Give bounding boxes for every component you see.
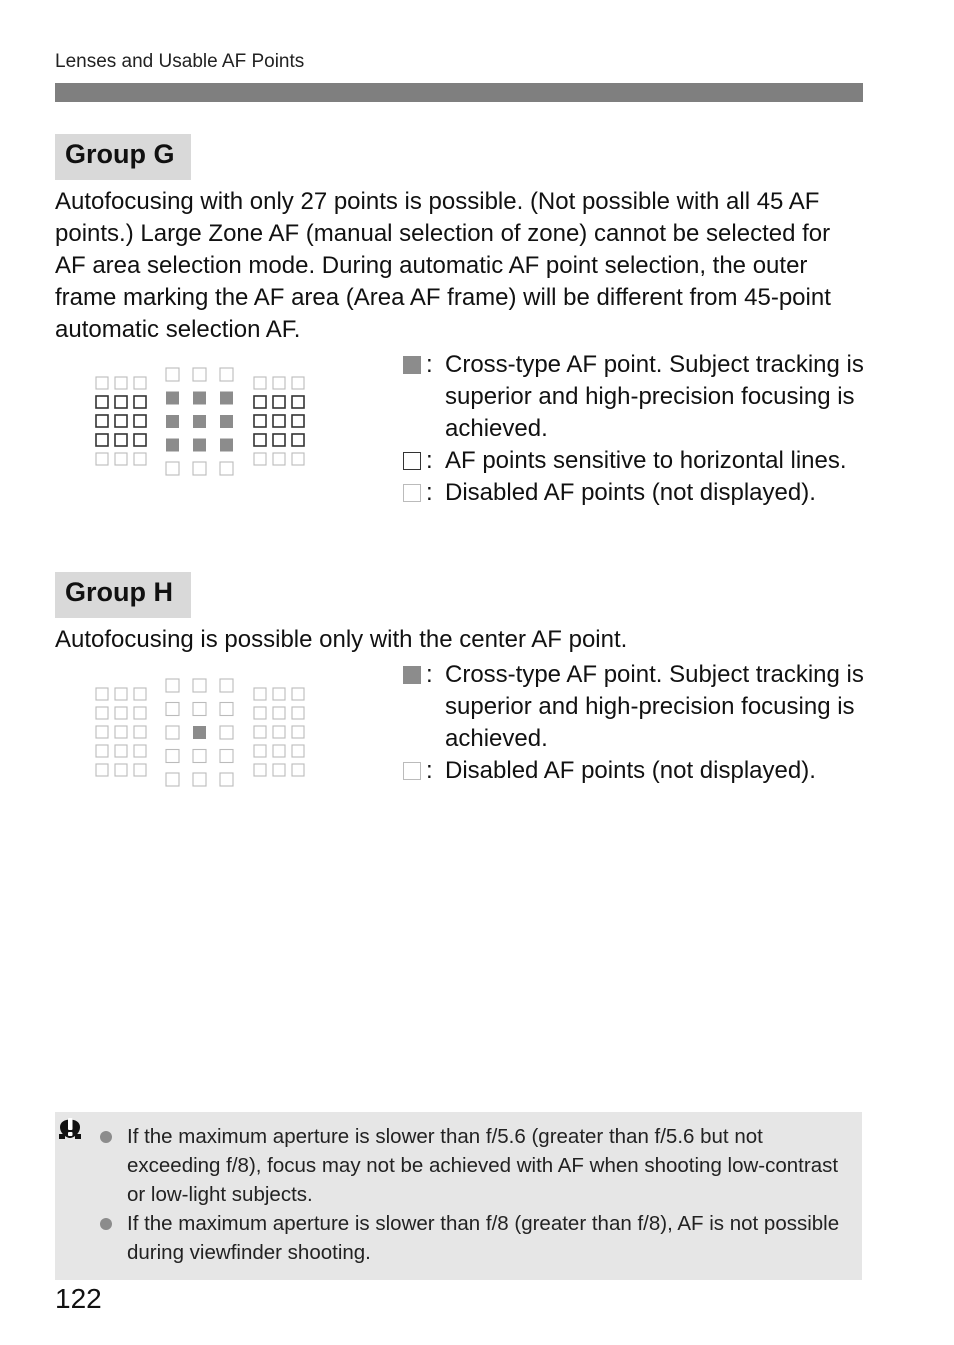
bullet-dot-icon <box>100 1131 112 1143</box>
af-point-disabled <box>273 726 285 738</box>
disabled-point-icon <box>403 762 421 780</box>
af-point-horizontal <box>254 396 266 408</box>
af-point-disabled <box>134 745 146 757</box>
af-point-disabled <box>166 726 179 739</box>
af-point-horizontal <box>292 415 304 427</box>
caution-icon <box>55 1112 85 1142</box>
running-head: Lenses and Usable AF Points <box>55 51 305 72</box>
af-point-disabled <box>273 688 285 700</box>
legend-text: AF points sensitive to horizontal lines. <box>445 447 847 474</box>
af-point-disabled <box>254 745 266 757</box>
af-point-disabled <box>134 764 146 776</box>
header-bar <box>55 83 863 102</box>
legend-item-disabled: : Disabled AF points (not displayed). <box>403 755 873 787</box>
af-point-disabled <box>220 368 233 381</box>
af-point-horizontal <box>273 396 285 408</box>
af-point-horizontal <box>273 415 285 427</box>
af-point-horizontal <box>254 434 266 446</box>
af-point-disabled <box>134 726 146 738</box>
horizontal-point-icon <box>403 452 421 470</box>
af-point-disabled <box>220 773 233 786</box>
cross-type-point-icon <box>403 356 421 374</box>
group-h-legend <box>403 659 873 787</box>
af-point-disabled <box>292 453 304 465</box>
af-point-disabled <box>273 707 285 719</box>
af-point-horizontal <box>134 396 146 408</box>
af-point-disabled <box>220 750 233 763</box>
af-point-cross-type <box>193 726 206 739</box>
af-point-horizontal <box>115 434 127 446</box>
af-point-diagram-group-g <box>90 362 315 482</box>
af-point-cross-type <box>193 415 206 428</box>
af-point-disabled <box>273 453 285 465</box>
af-point-disabled <box>292 745 304 757</box>
af-point-disabled <box>193 679 206 692</box>
group-h-label: Group H <box>55 572 191 618</box>
af-point-disabled <box>115 453 127 465</box>
af-point-disabled <box>292 377 304 389</box>
caution-bullet: If the maximum aperture is slower than f/8 (greater than f/8), AF is not possible during viewfinder shooting. <box>100 1209 840 1267</box>
af-point-horizontal <box>115 396 127 408</box>
af-point-horizontal <box>96 415 108 427</box>
af-point-horizontal <box>96 434 108 446</box>
legend-item-horizontal: : AF points sensitive to horizontal lines. <box>403 445 873 477</box>
af-point-cross-type <box>166 392 179 405</box>
af-point-horizontal <box>273 434 285 446</box>
af-point-disabled <box>166 462 179 475</box>
af-point-disabled <box>254 764 266 776</box>
legend-text: Disabled AF points (not displayed). <box>445 757 816 784</box>
af-point-disabled <box>193 703 206 716</box>
af-point-disabled <box>134 707 146 719</box>
af-point-cross-type <box>193 392 206 405</box>
af-point-horizontal <box>96 396 108 408</box>
legend-item-cross-type: : Cross-type AF point. Subject tracking is superior and high-precision focusing is achieved. <box>403 659 873 755</box>
af-point-disabled <box>115 726 127 738</box>
cross-type-point-icon <box>403 666 421 684</box>
af-point-horizontal <box>115 415 127 427</box>
af-point-disabled <box>96 453 108 465</box>
af-point-disabled <box>96 377 108 389</box>
af-point-cross-type <box>193 439 206 452</box>
group-g-legend <box>403 349 873 509</box>
af-point-disabled <box>96 764 108 776</box>
af-point-disabled <box>292 688 304 700</box>
disabled-point-icon <box>403 484 421 502</box>
af-point-disabled <box>193 773 206 786</box>
af-point-disabled <box>254 377 266 389</box>
af-point-disabled <box>134 453 146 465</box>
af-point-disabled <box>273 745 285 757</box>
legend-item-disabled: : Disabled AF points (not displayed). <box>403 477 873 509</box>
legend-item-cross-type: : Cross-type AF point. Subject tracking is superior and high-precision focusing is achieved. <box>403 349 873 445</box>
af-point-disabled <box>193 750 206 763</box>
af-point-disabled <box>96 688 108 700</box>
af-point-disabled <box>254 707 266 719</box>
caution-bullet: If the maximum aperture is slower than f/5.6 (greater than f/5.6 but not exceeding f/8), focus may not be achieved with AF when shooting low-contrast or low-light subjects. <box>100 1122 840 1209</box>
af-point-disabled <box>96 707 108 719</box>
af-point-horizontal <box>254 415 266 427</box>
af-point-diagram-group-h <box>90 673 315 793</box>
af-point-horizontal <box>134 434 146 446</box>
af-point-disabled <box>134 377 146 389</box>
af-point-horizontal <box>292 396 304 408</box>
af-point-disabled <box>96 726 108 738</box>
af-point-horizontal <box>134 415 146 427</box>
af-point-disabled <box>166 368 179 381</box>
af-point-disabled <box>96 745 108 757</box>
page-number: 122 <box>55 1283 102 1314</box>
af-point-cross-type <box>220 392 233 405</box>
bullet-dot-icon <box>100 1218 112 1230</box>
af-point-cross-type <box>220 415 233 428</box>
af-point-disabled <box>254 688 266 700</box>
af-point-disabled <box>292 726 304 738</box>
legend-text: Cross-type AF point. Subject tracking is superior and high-precision focusing is achieved. <box>445 351 864 442</box>
legend-text: Cross-type AF point. Subject tracking is superior and high-precision focusing is achieved. <box>445 661 864 752</box>
legend-text: Disabled AF points (not displayed). <box>445 479 816 506</box>
af-point-disabled <box>115 764 127 776</box>
af-point-cross-type <box>166 415 179 428</box>
group-h-paragraph: Autofocusing is possible only with the center AF point. <box>55 626 628 653</box>
af-point-disabled <box>254 726 266 738</box>
af-point-disabled <box>193 368 206 381</box>
af-point-disabled <box>220 462 233 475</box>
af-point-disabled <box>115 377 127 389</box>
group-g-paragraph: Autofocusing with only 27 points is possible. (Not possible with all 45 AF points.) Large Zone AF (manual selection of zone) cannot be selected for AF area selection mode. During automatic AF point selection, the outer frame marking the AF area (Area AF frame) will be different from 45-point automatic selection AF. <box>55 188 831 343</box>
group-g-label: Group G <box>55 134 191 180</box>
af-point-disabled <box>166 703 179 716</box>
af-point-disabled <box>115 745 127 757</box>
af-point-disabled <box>134 688 146 700</box>
af-point-disabled <box>115 707 127 719</box>
af-point-disabled <box>166 679 179 692</box>
af-point-disabled <box>166 750 179 763</box>
af-point-cross-type <box>220 439 233 452</box>
af-point-cross-type <box>166 439 179 452</box>
af-point-disabled <box>220 726 233 739</box>
af-point-disabled <box>292 707 304 719</box>
af-point-disabled <box>254 453 266 465</box>
af-point-disabled <box>166 773 179 786</box>
af-point-disabled <box>220 679 233 692</box>
af-point-disabled <box>273 764 285 776</box>
af-point-disabled <box>273 377 285 389</box>
caution-bullets <box>100 1122 840 1267</box>
af-point-disabled <box>292 764 304 776</box>
af-point-disabled <box>115 688 127 700</box>
af-point-disabled <box>220 703 233 716</box>
af-point-disabled <box>193 462 206 475</box>
af-point-horizontal <box>292 434 304 446</box>
